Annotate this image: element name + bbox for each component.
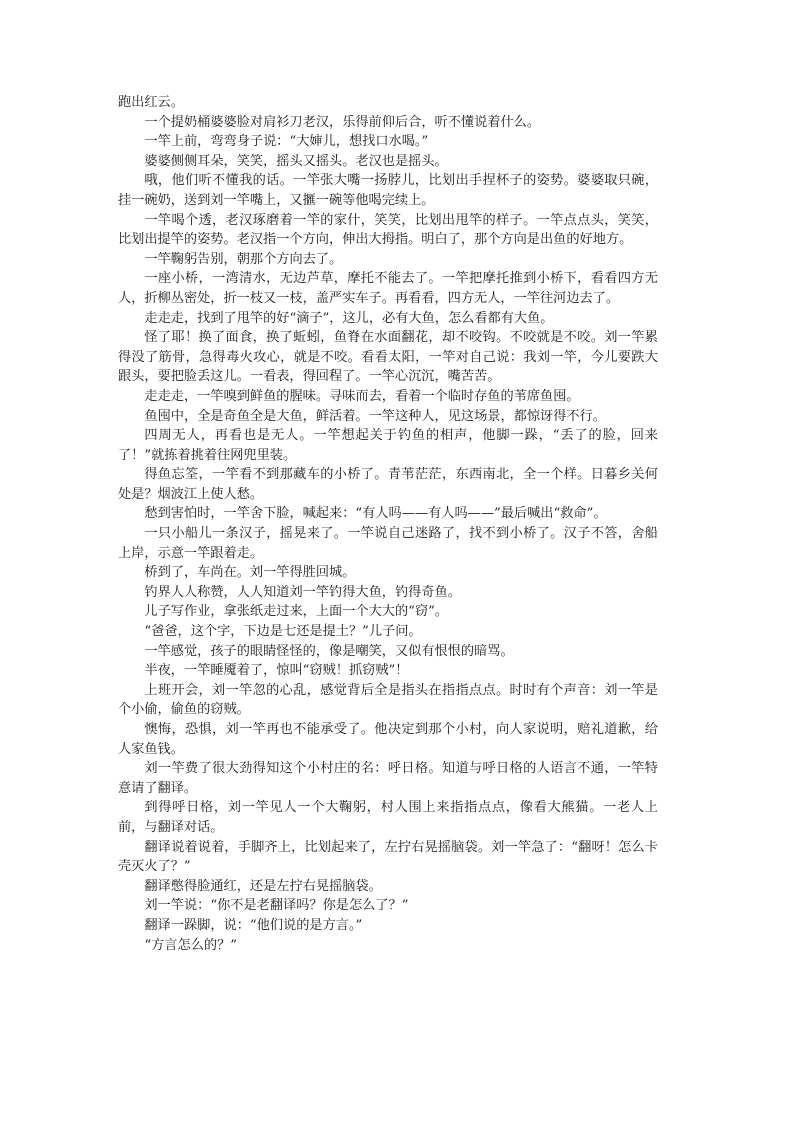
paragraph-5: 哦，他们听不懂我的话。一竿张大嘴一扬脖儿，比划出手捏杯子的姿势。婆婆取只碗，挂一碗奶，送到刘一竿嘴上，又擓一碗等他喝完续上。: [118, 173, 658, 208]
paragraph-29: 刘一竿说：“你不是老翻译吗？你是怎么了？”: [144, 898, 409, 914]
paragraph-7: 一竿鞠躬告别，朝那个方向去了。: [144, 251, 343, 267]
paragraph-17: 桥到了，车尚在。刘一竿得胜回城。: [144, 565, 356, 581]
paragraph-24: 懊悔，恐惧，刘一竿再也不能承受了。他决定到那个小村，向人家说明，赔礼道歉，给人家鱼钱。: [118, 722, 658, 757]
paragraph-11: 走走走，一竿嗅到鲜鱼的腥味。寻味而去，看着一个临时存鱼的苇席鱼囤。: [144, 388, 580, 404]
paragraph-21: 一竿感觉，孩子的眼睛怪怪的，像是嘲笑，又似有恨恨的暗骂。: [144, 643, 514, 659]
paragraph-14: 得鱼忘筌，一竿看不到那藏车的小桥了。青苇茫茫，东西南北，全一个样。日暮乡关何处是？烟波江上使人愁。: [118, 467, 658, 502]
document-page: [118, 93, 658, 955]
paragraph-22: 半夜，一竿睡魇着了，惊叫“窃贼！抓窃贼”！: [144, 663, 409, 679]
paragraph-1: 跑出红云。: [118, 95, 184, 110]
paragraph-30: 翻译一跺脚，说：“他们说的是方言。”: [144, 917, 363, 933]
paragraph-3: 一竿上前，弯弯身子说：“大婶儿，想找口水喝。”: [144, 134, 429, 150]
paragraph-8: 一座小桥，一湾清水，无边芦草，摩托不能去了。一竿把摩托推到小桥下，看看四方无人，折柳丛密处，折一枝又一枝，盖严实车子。再看看，四方无人，一竿往河边去了。: [118, 271, 658, 306]
paragraph-20: “爸爸，这个字，下边是七还是提土？”儿子问。: [144, 624, 422, 640]
paragraph-10: 怪了耶！换了面食，换了蚯蚓，鱼脊在水面翻花，却不咬钩。不咬就是不咬。刘一竿累得没了筋骨，急得毒火攻心，就是不咬。看看太阳，一竿对自己说：我刘一竿，今儿要跌大跟头，要把脸丢这儿。一看表，得回程了。一竿心沉沉，嘴苦苦。: [118, 330, 658, 385]
paragraph-13: 四周无人，再看也是无人。一竿想起关于钓鱼的相声，他脚一跺，“丢了的脸，回来了！”就拣着挑着往网兜里装。: [118, 428, 658, 463]
paragraph-25: 刘一竿费了很大劲得知这个小村庄的名：呼日格。知道与呼日格的人语言不通，一竿特意请了翻译。: [118, 761, 658, 796]
paragraph-23: 上班开会，刘一竿忽的心乱，感觉背后全是指头在指指点点。时时有个声音：刘一竿是个小偷，偷鱼的窃贼。: [118, 682, 658, 718]
paragraph-26: 到得呼日格，刘一竿见人一个大鞠躬，村人围上来指指点点，像看大熊猫。一老人上前，与翻译对话。: [118, 800, 658, 835]
paragraph-9: 走走走，找到了甩竿的好“滴子”，这儿，必有大鱼，怎么看都有大鱼。: [144, 310, 554, 326]
paragraph-18: 钓界人人称赞，人人知道刘一竿钓得大鱼，钓得奇鱼。: [144, 584, 461, 600]
paragraph-27: 翻译说着说着，手脚齐上，比划起来了，左拧右晃摇脑袋。刘一竿急了：“翻呀！怎么卡壳灭火了？”: [118, 839, 658, 875]
paragraph-4: 婆婆侧侧耳朵，笑笑，摇头又摇头。老汉也是摇头。: [144, 153, 448, 169]
paragraph-6: 一竿喝个透，老汉琢磨着一竿的家什，笑笑，比划出甩竿的样子。一竿点点头，笑笑，比划出提竿的姿势。老汉指一个方向，伸出大拇指。明白了，那个方向是出鱼的好地方。: [118, 212, 658, 248]
paragraph-16: 一只小船儿一条汉子，摇晃来了。一竿说自己迷路了，找不到小桥了。汉子不答，舍船上岸，示意一竿跟着走。: [118, 526, 658, 561]
paragraph-28: 翻译憋得脸通红，还是左拧右晃摇脑袋。: [144, 878, 382, 894]
paragraph-19: 儿子写作业，拿张纸走过来，上面一个大大的“窃”。: [144, 604, 448, 620]
paragraph-12: 鱼囤中，全是奇鱼全是大鱼，鲜活着。一竿这种人，见这场景，都惊讶得不行。: [144, 408, 606, 424]
paragraph-2: 一个提奶桶婆婆脸对肩衫刀老汉，乐得前仰后合，听不懂说着什么。: [144, 114, 541, 130]
paragraph-31: “方言怎么的？”: [144, 937, 237, 953]
paragraph-15: 愁到害怕时，一竿舍下脸，喊起来：“有人吗——有人吗——”最后喊出“救命”。: [144, 506, 607, 522]
